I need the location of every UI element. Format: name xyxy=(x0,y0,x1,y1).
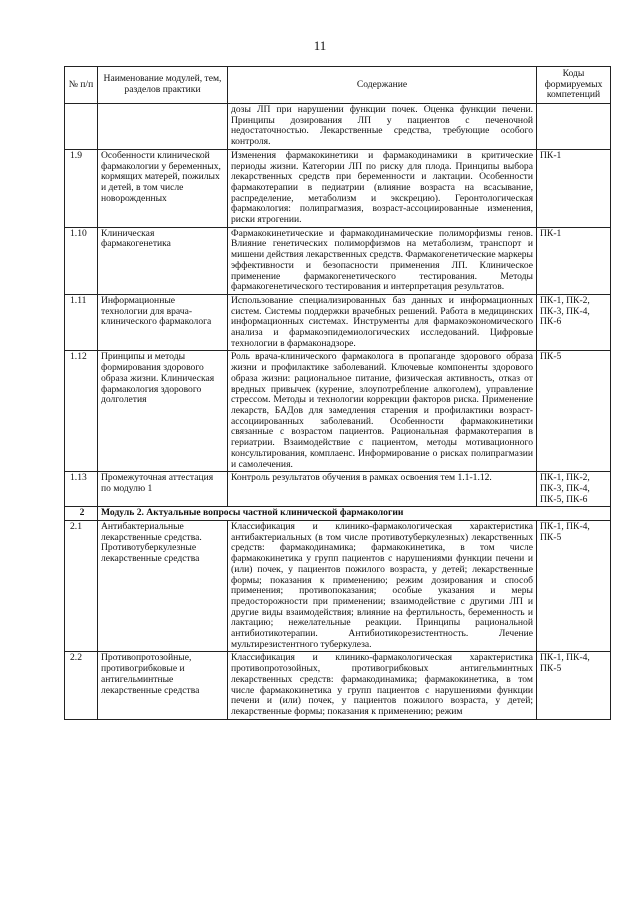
row-num: 1.13 xyxy=(65,472,98,507)
module-title: Модуль 2. Актуальные вопросы частной клинической фармакологии xyxy=(98,507,611,521)
table-row xyxy=(65,652,611,719)
row-name: Промежуточная аттестация по модулю 1 xyxy=(98,472,228,507)
row-codes: ПК-1, ПК-2, ПК-3, ПК-4, ПК-5, ПК-6 xyxy=(537,472,611,507)
row-content: Контроль результатов обучения в рамках освоения тем 1.1-1.12. xyxy=(228,472,537,507)
row-num: 1.10 xyxy=(65,227,98,294)
row-name: Информационные технологии для врача-клинического фармаколога xyxy=(98,294,228,351)
table-row xyxy=(65,149,611,227)
table-row xyxy=(65,227,611,294)
row-name: Принципы и методы формирования здорового образа жизни. Клиническая фармакология здорового долголетия xyxy=(98,351,228,472)
curriculum-table xyxy=(64,66,611,720)
header-content: Содержание xyxy=(228,67,537,104)
table-row xyxy=(65,351,611,472)
row-codes: ПК-1, ПК-4, ПК-5 xyxy=(537,652,611,719)
row-num: 2.2 xyxy=(65,652,98,719)
table-header-row xyxy=(65,67,611,104)
row-name: Клиническая фармакогенетика xyxy=(98,227,228,294)
table-row xyxy=(65,104,611,150)
row-content: Фармакокинетические и фармакодинамические полиморфизмы генов. Влияние генетических полиморфизмов на метаболизм, транспорт и мишени действия лекарственных средств. Фармакогенетические маркеры эффективности и безопасности применения ЛП. Клиническое применение фармакогенетического тестирования. Методы фармакогенетического тестирования и интерпретация результатов. xyxy=(228,227,537,294)
row-num: 1.11 xyxy=(65,294,98,351)
row-content: дозы ЛП при нарушении функции почек. Оценка функции печени. Принципы дозирования ЛП у пациентов с печеночной недостаточностью. Лекарственные средства, требующие особого контроля. xyxy=(228,104,537,150)
row-num: 2.1 xyxy=(65,521,98,652)
row-name: Антибактериальные лекарственные средства. Противотуберкулезные лекарственные средства xyxy=(98,521,228,652)
row-codes xyxy=(537,104,611,150)
row-num: 1.12 xyxy=(65,351,98,472)
row-codes: ПК-1 xyxy=(537,149,611,227)
table-row xyxy=(65,294,611,351)
module-row xyxy=(65,507,611,521)
row-codes: ПК-1 xyxy=(537,227,611,294)
row-content: Классификация и клинико-фармакологическая характеристика антибактериальных (в том числе противотуберкулезных) лекарственных средств: фармакодинамика; фармакокинетика, в том числе фармакокинетика у групп пациентов с нарушениями функции печени и (или) почек, у пациентов пожилого возраста, у детей; лекарственные формы; показания к применению; режим дозирования и способ применения; противопоказания; особые указания и меры предосторожности при применении; взаимодействие с другими ЛП и другие виды взаимодействия; влияние на фертильность, беременность и лактацию; нежелательные реакции. Принципы рациональной антибиотикотерапии. Антибиотикорезистентность. Лечение мультирезистентного туберкулеза. xyxy=(228,521,537,652)
table-row xyxy=(65,472,611,507)
row-name: Особенности клинической фармакологии у беременных, кормящих матерей, пожилых и детей, в том числе новорожденных xyxy=(98,149,228,227)
row-codes: ПК-5 xyxy=(537,351,611,472)
row-content: Изменения фармакокинетики и фармакодинамики в критические периоды жизни. Категории ЛП по риску для плода. Принципы выбора лекарственных средств при беременности и лактации. Особенности фармакотерапии в педиатрии (влияние возраста на всасывание, распределение, метаболизм и экскрецию). Геронтологическая фармакология: полипрагмазия, возраст-ассоциированные изменения, риски ятрогении. xyxy=(228,149,537,227)
table-row xyxy=(65,521,611,652)
row-codes: ПК-1, ПК-4, ПК-5 xyxy=(537,521,611,652)
page-number: 11 xyxy=(313,38,327,53)
row-num xyxy=(65,104,98,150)
row-codes: ПК-1, ПК-2, ПК-3, ПК-4, ПК-6 xyxy=(537,294,611,351)
module-num: 2 xyxy=(65,507,98,521)
row-name: Противопротозойные, противогрибковые и антигельминтные лекарственные средства xyxy=(98,652,228,719)
header-num: № п/п xyxy=(65,67,98,104)
row-content: Роль врача-клинического фармаколога в пропаганде здорового образа жизни и профилактике заболеваний. Ключевые компоненты здорового образа жизни: рациональное питание, физическая активность, отказ от вредных привычек (курение, злоупотребление алкоголем), управление стрессом. Методы и технологии коррекции факторов риска. Применение лекарств, БАДов для замедления старения и профилактики возраст-ассоциированных заболеваний. Особенности фармакокинетики связанные с возрастом пациентов. Рациональная фармакотерапия в гериатрии. Взаимодействие с пациентом, методы мотивационного консультирования, комплаенс. Информирование о рисках полипрагмазии и самолечения. xyxy=(228,351,537,472)
row-content: Использование специализированных баз данных и информационных систем. Системы поддержки врачебных решений. Работа в медицинских информационных системах. Инструменты для фармакоэкономического анализа и фармакоэпидемиологических исследований. Цифровые технологии в фармаконадзоре. xyxy=(228,294,537,351)
row-name xyxy=(98,104,228,150)
header-codes: Коды формируемых компетенций xyxy=(537,67,611,104)
row-num: 1.9 xyxy=(65,149,98,227)
header-name: Наименование модулей, тем, разделов практики xyxy=(98,67,228,104)
row-content: Классификация и клинико-фармакологическая характеристика противопротозойных, противогрибковых антигельминтных лекарственных средств: фармакодинамика; фармакокинетика, в том числе фармакокинетика у групп пациентов с нарушениями функции печени и (или) почек, у пациентов пожилого возраста, у детей; лекарственные формы; показания к применению; режим xyxy=(228,652,537,719)
